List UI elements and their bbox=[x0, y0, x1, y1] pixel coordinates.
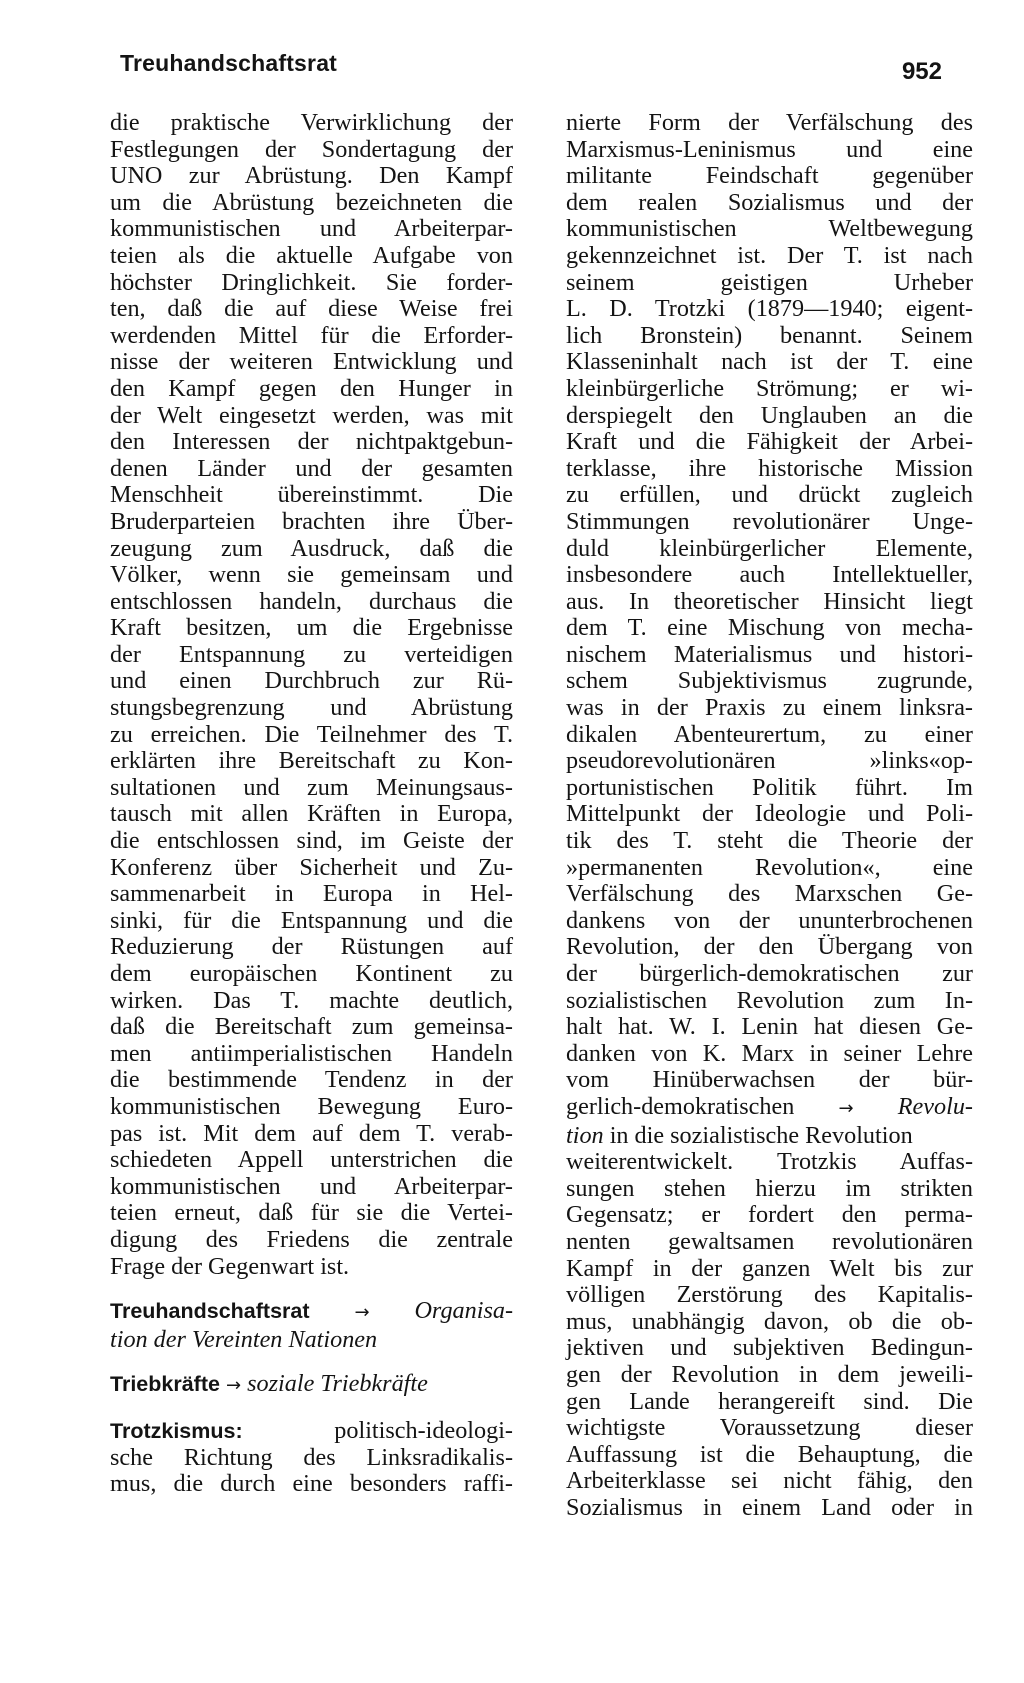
text-line: ten, daß die auf diese Weise frei bbox=[110, 295, 513, 323]
text-line: der bürgerlich-demokratischen zur bbox=[566, 960, 973, 987]
text-line: dankens von der ununterbrochenen bbox=[566, 906, 973, 934]
text-line: UNO zur Abrüstung. Den Kampf bbox=[110, 162, 513, 190]
text-line: seinem geistigen Urheber bbox=[566, 268, 973, 296]
text-line: Bruderparteien brachten ihre Über- bbox=[110, 507, 513, 535]
text-line: nischem Materialismus und histori- bbox=[566, 640, 973, 668]
text-line: kommunistischen und Arbeiterpar- bbox=[110, 1172, 513, 1200]
text-line: gen der Revolution in dem jeweili- bbox=[566, 1360, 973, 1388]
text-fragment: in die sozialistische Revolution bbox=[603, 1121, 913, 1149]
dictionary-entry bbox=[110, 1298, 513, 1327]
entry-headword: Trotzkismus: bbox=[110, 1418, 243, 1443]
text-line: Menschheit übereinstimmt. Die bbox=[110, 481, 513, 509]
cross-reference-arrow-icon: → bbox=[354, 1302, 370, 1324]
text-line: kommunistischen Bewegung Euro- bbox=[110, 1092, 513, 1120]
text-line: insbesondere auch Intellektueller, bbox=[566, 561, 973, 589]
dictionary-entry bbox=[110, 1418, 513, 1445]
text-line: daß die Bereitschaft zum gemeinsa- bbox=[110, 1013, 513, 1041]
text-line: was in der Praxis zu einem linksra- bbox=[566, 694, 973, 722]
text-line: Kraft und die Fähigkeit der Arbei- bbox=[566, 428, 973, 456]
dictionary-entry bbox=[110, 1371, 513, 1400]
text-line: zu erreichen. Die Teilnehmer des T. bbox=[110, 720, 513, 748]
left-column-body-text bbox=[110, 110, 513, 1280]
text-line: schiedeten Appell unterstrichen die bbox=[110, 1146, 513, 1174]
cross-reference: soziale Triebkräfte bbox=[247, 1370, 428, 1398]
text-line: tausch mit allen Kräften in Europa, bbox=[110, 800, 513, 828]
text-line: Arbeiterklasse sei nicht fähig, den bbox=[566, 1467, 973, 1495]
text-line-with-reference bbox=[566, 1094, 973, 1123]
text-line: kommunistischen und Arbeiterpar- bbox=[110, 215, 513, 243]
text-line: wichtigste Voraussetzung dieser bbox=[566, 1414, 973, 1442]
text-line: derspiegelt den Unglauben an die bbox=[566, 401, 973, 429]
text-line: terklasse, ihre historische Mission bbox=[566, 454, 973, 482]
right-column bbox=[566, 110, 973, 1521]
text-line: der Entspannung zu verteidigen bbox=[110, 640, 513, 668]
text-line: aus. In theoretischer Hinsicht liegt bbox=[566, 587, 973, 615]
cross-reference-arrow-icon: → bbox=[225, 1375, 242, 1397]
text-line: werdenden Mittel für die Erforder- bbox=[110, 321, 513, 349]
text-line: schem Subjektivismus zugrunde, bbox=[566, 667, 973, 695]
entry-text: politisch-ideologi- bbox=[334, 1416, 513, 1444]
text-line: und einen Durchbruch zur Rü- bbox=[110, 667, 513, 695]
text-line: sungen stehen hierzu im strikten bbox=[566, 1174, 973, 1202]
text-line: Gegensatz; er fordert den perma- bbox=[566, 1201, 973, 1229]
text-line: erklärten ihre Bereitschaft zu Kon- bbox=[110, 747, 513, 775]
entry-headword: Triebkräfte bbox=[110, 1372, 220, 1397]
text-line: gekennzeichnet ist. Der T. ist nach bbox=[566, 241, 973, 269]
text-line: Sozialismus in einem Land oder in bbox=[566, 1493, 973, 1521]
cross-reference: tion der Vereinten Nationen bbox=[110, 1325, 378, 1353]
text-line: nierte Form der Verfälschung des bbox=[566, 109, 973, 136]
text-line: Kraft besitzen, um die Ergebnisse bbox=[110, 614, 513, 642]
text-line: tik des T. steht die Theorie der bbox=[566, 827, 973, 855]
cross-reference: Revolu- bbox=[897, 1092, 973, 1120]
text-line: Revolution, der den Übergang von bbox=[566, 933, 973, 961]
text-line: Stimmungen revolutionärer Unge- bbox=[566, 507, 973, 535]
text-line: sinki, für die Entspannung und die bbox=[110, 906, 513, 934]
text-line: pseudorevolutionären »links«op- bbox=[566, 747, 973, 775]
text-line: nenten gewaltsamen revolutionären bbox=[566, 1227, 973, 1255]
text-line: zu erfüllen, und drückt zugleich bbox=[566, 481, 973, 509]
text-line: stungsbegrenzung und Abrüstung bbox=[110, 694, 513, 722]
text-line: mus, unabhängig davon, ob die ob- bbox=[566, 1307, 973, 1335]
entry-text-line: sche Richtung des Linksradikalis- bbox=[110, 1443, 513, 1471]
text-line: denen Länder und der gesamten bbox=[110, 454, 513, 482]
text-line: dem realen Sozialismus und der bbox=[566, 188, 973, 216]
text-line: nisse der weiteren Entwicklung und bbox=[110, 348, 513, 376]
text-line: Marxismus-Leninismus und eine bbox=[566, 135, 973, 163]
text-line: höchster Dringlichkeit. Sie forder- bbox=[110, 268, 513, 296]
text-line: kleinbürgerliche Strömung; er wi- bbox=[566, 374, 973, 402]
text-line: Reduzierung der Rüstungen auf bbox=[110, 933, 513, 961]
text-line-with-reference bbox=[566, 1123, 973, 1150]
text-line: teien als die aktuelle Aufgabe von bbox=[110, 241, 513, 269]
text-line: zeugung zum Ausdruck, daß die bbox=[110, 534, 513, 562]
text-line: jektiven und subjektiven Bedingun- bbox=[566, 1334, 973, 1362]
text-line: um die Abrüstung bezeichneten die bbox=[110, 188, 513, 216]
page-number: 952 bbox=[901, 58, 942, 85]
text-line: Festlegungen der Sondertagung der bbox=[110, 135, 513, 163]
text-line: den Interessen der nichtpaktgebun- bbox=[110, 428, 513, 456]
text-line: vom Hinüberwachsen der bür- bbox=[566, 1066, 973, 1094]
text-line: dem T. eine Mischung von mecha- bbox=[566, 614, 973, 642]
text-line: wirken. Das T. machte deutlich, bbox=[110, 986, 513, 1014]
text-line: völligen Zerstörung des Kapitalis- bbox=[566, 1281, 973, 1309]
cross-reference: tion bbox=[566, 1121, 604, 1149]
entry-text-line: mus, die durch eine besonders raffi- bbox=[110, 1470, 513, 1498]
text-line: digung des Friedens die zentrale bbox=[110, 1225, 513, 1253]
text-line: militante Feindschaft gegenüber bbox=[566, 162, 973, 190]
text-line: lich Bronstein) benannt. Seinem bbox=[566, 321, 973, 349]
cross-reference: Organisa- bbox=[414, 1297, 514, 1325]
text-line: dikalen Abenteurertum, zu einer bbox=[566, 720, 973, 748]
text-line: duld kleinbürgerlicher Elemente, bbox=[566, 534, 973, 562]
cross-reference-arrow-icon: → bbox=[838, 1097, 854, 1119]
text-line: pas ist. Mit dem auf dem T. verab- bbox=[110, 1119, 513, 1147]
text-line: men antiimperialistischen Handeln bbox=[110, 1039, 513, 1067]
text-line: Völker, wenn sie gemeinsam und bbox=[110, 561, 513, 589]
text-line: die bestimmende Tendenz in der bbox=[110, 1066, 513, 1094]
text-line: halt hat. W. I. Lenin hat diesen Ge- bbox=[566, 1013, 973, 1041]
left-column bbox=[110, 110, 513, 1498]
text-line: Mittelpunkt der Ideologie und Poli- bbox=[566, 800, 973, 828]
text-line: sammenarbeit in Europa in Hel- bbox=[110, 880, 513, 908]
text-line: Klasseninhalt nach ist der T. eine bbox=[566, 348, 973, 376]
text-line: der Welt eingesetzt werden, was mit bbox=[110, 401, 513, 429]
text-line: sozialistischen Revolution zum In- bbox=[566, 986, 973, 1014]
entry-continuation bbox=[110, 1327, 513, 1354]
text-line: entschlossen handeln, durchaus die bbox=[110, 587, 513, 615]
right-column-body-text bbox=[566, 110, 973, 1094]
text-line: dem europäischen Kontinent zu bbox=[110, 960, 513, 987]
text-line: weiterentwickelt. Trotzkis Auffas- bbox=[566, 1148, 973, 1176]
right-column-body-text bbox=[566, 1149, 973, 1521]
text-line: sultationen und zum Meinungsaus- bbox=[110, 773, 513, 801]
text-line: Kampf in der ganzen Welt bis zur bbox=[566, 1254, 973, 1282]
text-fragment: gerlich-demokratischen bbox=[566, 1092, 795, 1120]
text-line: »permanenten Revolution«, eine bbox=[566, 853, 973, 881]
text-line: Konferenz über Sicherheit und Zu- bbox=[110, 853, 513, 881]
text-line: Auffassung ist die Behauptung, die bbox=[566, 1440, 973, 1468]
running-header-title: Treuhandschaftsrat bbox=[120, 50, 338, 76]
text-line: den Kampf gegen den Hunger in bbox=[110, 374, 513, 402]
text-line: portunistischen Politik führt. Im bbox=[566, 773, 973, 801]
text-line: die praktische Verwirklichung der bbox=[110, 109, 513, 136]
text-line: die entschlossen sind, im Geiste der bbox=[110, 827, 513, 855]
text-line: danken von K. Marx in seiner Lehre bbox=[566, 1039, 973, 1067]
text-line: L. D. Trotzki (1879—1940; eigent- bbox=[566, 295, 973, 323]
text-line: Verfälschung des Marxschen Ge- bbox=[566, 880, 973, 908]
text-line: gen Lande herangereift sind. Die bbox=[566, 1387, 973, 1415]
entry-headword: Treuhandschaftsrat bbox=[110, 1299, 310, 1324]
text-line: Frage der Gegenwart ist. bbox=[110, 1252, 350, 1280]
text-line: teien erneut, daß für sie die Vertei- bbox=[110, 1199, 513, 1227]
text-line: kommunistischen Weltbewegung bbox=[566, 215, 973, 243]
